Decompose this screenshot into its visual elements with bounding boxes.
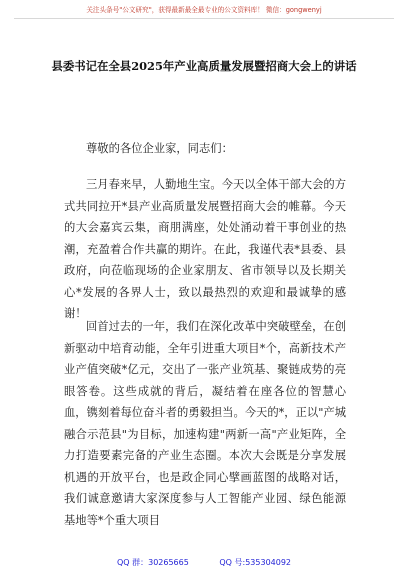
paragraph-text: 回首过去的一年，我们在深化改革中突破壁垒，在创新驱动中培育动能，全年引进重大项目*个，高新技术产业产值突破*亿元，交出了一张产业筑基、聚链成势的亮眼答卷。这些成就的背后，凝结着在座各位的智慧心血，镌刻着每位奋斗者的勇毅担当。今天的*，正以"产城融合示范县"为目标，加速构建"两新一高"产业矩阵，全力打造要素完备的产业生态圈。本次大会既是分享发展机遇的开放平台，也是政企同心擘画蓝图的战略对话，我们诚意邀请大家深度参与人工智能产业园、绿色能源基地等*个重大项目 bbox=[64, 320, 346, 527]
greeting: 尊敬的各位企业家，同志们： bbox=[86, 142, 233, 155]
qq-number-label: QQ 号:535304092 bbox=[219, 558, 292, 567]
document-title: 县委书记在全县2025年产业高质量发展暨招商大会上的讲话 bbox=[51, 59, 357, 73]
footer bbox=[0, 557, 408, 568]
qq-group-label: QQ 群：30265665 bbox=[116, 558, 189, 567]
paragraph-text: 三月春来早，人勤地生宝。今天以全体干部大会的方式共同拉开*县产业高质量发展暨招商大会的帷幕。今天的大会嘉宾云集，商朋满座，处处涌动着干事创业的热潮，充盈着合作共赢的期许。在此，我谨代表*县委、县政府，向莅临现场的企业家朋友、省市领导以及长期关心*发展的各界人士，致以最热烈的欢迎和最诚挚的感谢！ bbox=[64, 178, 346, 320]
paragraph-2 bbox=[64, 316, 346, 531]
header-banner: 关注头条号"公文研究"，获得最新最全最专业的公文资料库！ 微信：gongwenyj bbox=[86, 6, 322, 14]
paragraph-1 bbox=[64, 174, 346, 325]
header-divider bbox=[14, 18, 394, 19]
